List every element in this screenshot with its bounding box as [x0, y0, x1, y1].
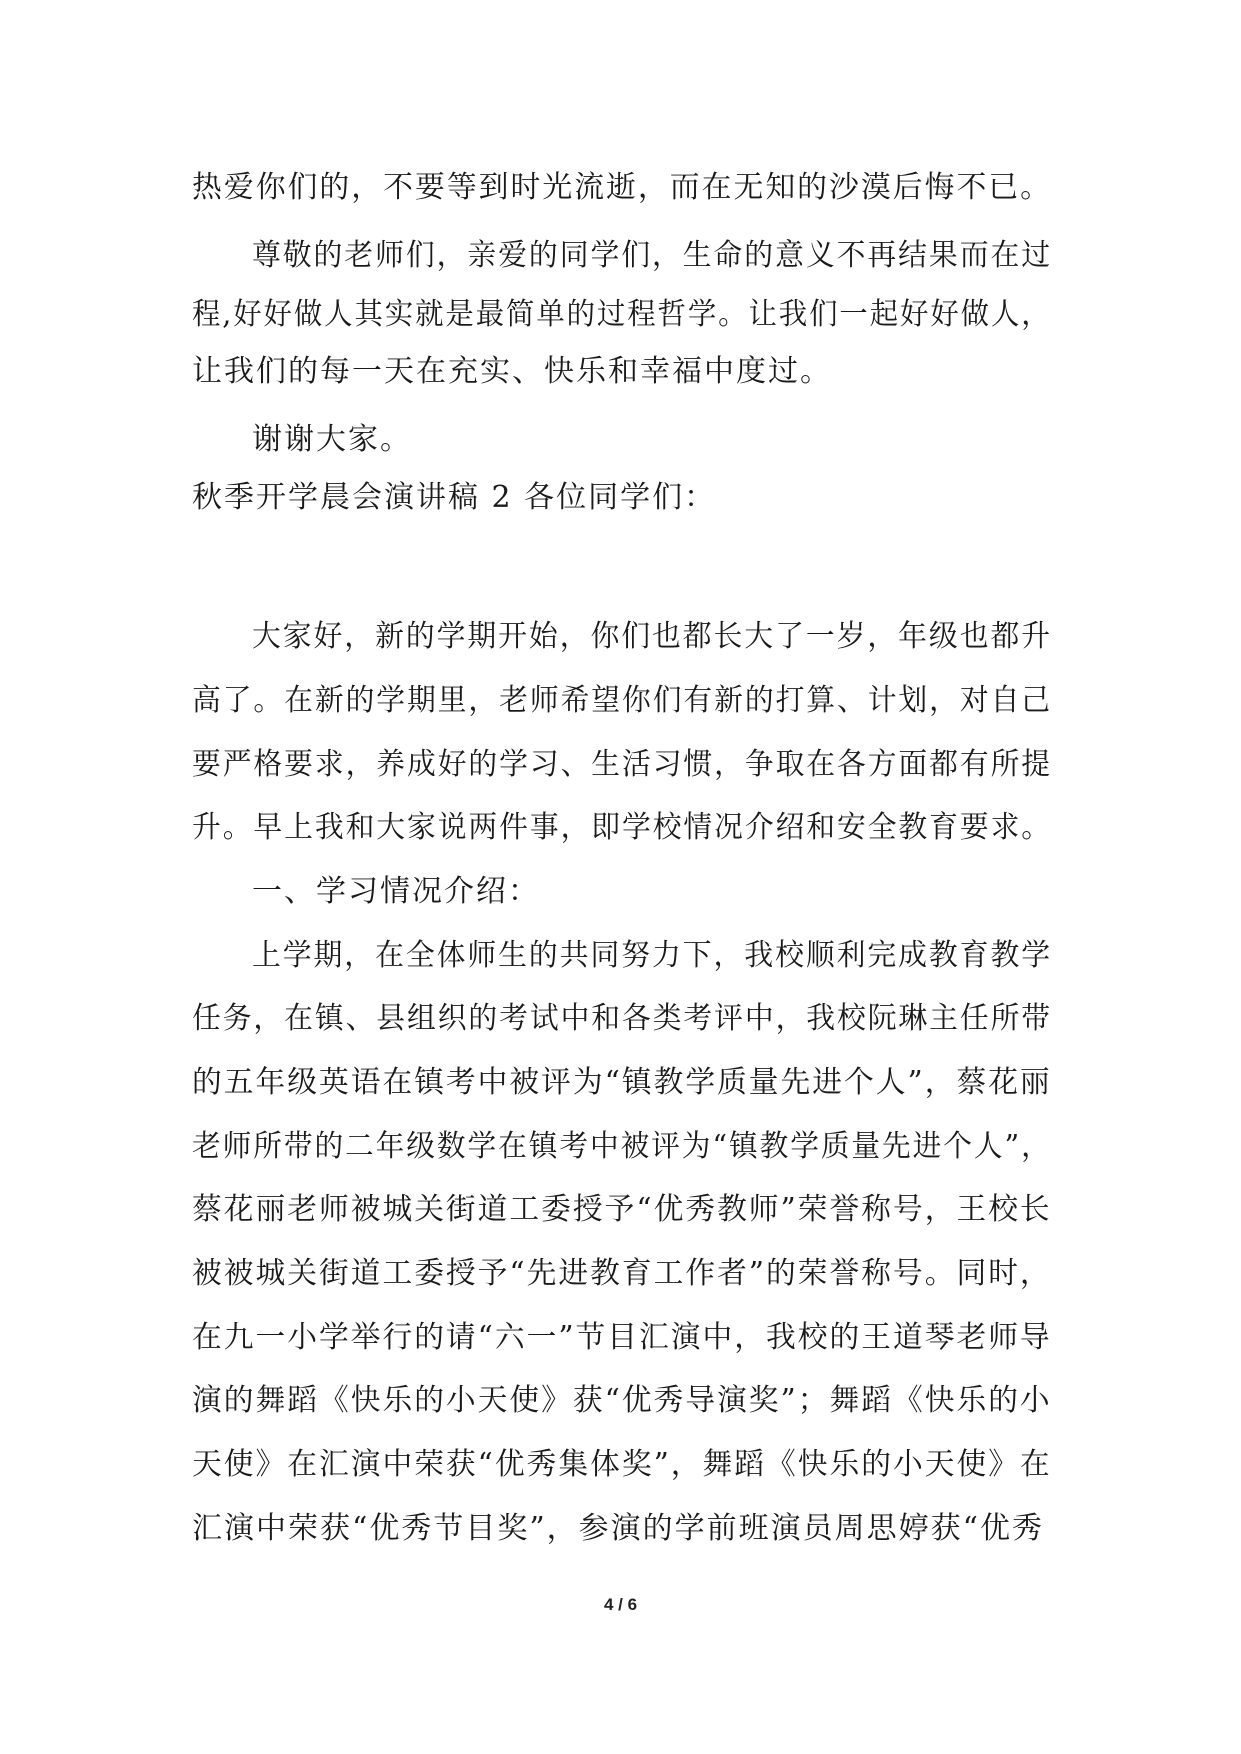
- text-line-1: 热爱你们的，不要等到时光流逝，而在无知的沙漠后悔不已。: [192, 170, 1052, 205]
- text-line-16: 蔡花丽老师被城关街道工委授予“优秀教师”荣誉称号，王校长: [192, 1192, 1052, 1227]
- text-line-17: 被被城关街道工委授予“先进教育工作者”的荣誉称号。同时，: [192, 1256, 1052, 1291]
- text-line-12: 上学期，在全体师生的共同努力下，我校顺利完成教育教学: [252, 938, 1052, 973]
- text-line-2: 尊敬的老师们，亲爱的同学们，生命的意义不再结果而在过: [252, 238, 1052, 273]
- text-line-10: 升。早上我和大家说两件事，即学校情况介绍和安全教育要求。: [192, 810, 1052, 845]
- text-line-21: 汇演中荣获“优秀节目奖”，参演的学前班演员周思婷获“优秀: [192, 1511, 1045, 1546]
- text-line-20: 天使》在汇演中荣获“优秀集体奖”，舞蹈《快乐的小天使》在: [192, 1447, 1052, 1482]
- text-line-15: 老师所带的二年级数学在镇考中被评为“镇教学质量先进个人”，: [192, 1129, 1052, 1164]
- section-heading: 秋季开学晨会演讲稿 2 各位同学们：: [192, 480, 717, 515]
- text-line-19: 演的舞蹈《快乐的小天使》获“优秀导演奖”；舞蹈《快乐的小: [192, 1383, 1052, 1418]
- page-number: 4 / 6: [603, 1595, 638, 1614]
- text-line-7: 大家好，新的学期开始，你们也都长大了一岁，年级也都升: [252, 619, 1052, 654]
- text-line-5: 谢谢大家。: [252, 422, 412, 457]
- text-line-9: 要严格要求，养成好的学习、生活习惯，争取在各方面都有所提: [192, 747, 1052, 782]
- text-line-18: 在九一小学举行的请“六一”节目汇演中，我校的王道琴老师导: [192, 1320, 1052, 1355]
- text-line-13: 任务，在镇、县组织的考试中和各类考评中，我校阮琳主任所带: [192, 1001, 1052, 1036]
- text-line-11: 一、学习情况介绍：: [252, 874, 540, 909]
- text-line-3: 程,好好做人其实就是最简单的过程哲学。让我们一起好好做人，: [192, 297, 1052, 332]
- text-line-14: 的五年级英语在镇考中被评为“镇教学质量先进个人”，蔡花丽: [192, 1065, 1052, 1100]
- text-line-4: 让我们的每一天在充实、快乐和幸福中度过。: [192, 354, 832, 389]
- text-line-8: 高了。在新的学期里，老师希望你们有新的打算、计划，对自己: [192, 683, 1052, 718]
